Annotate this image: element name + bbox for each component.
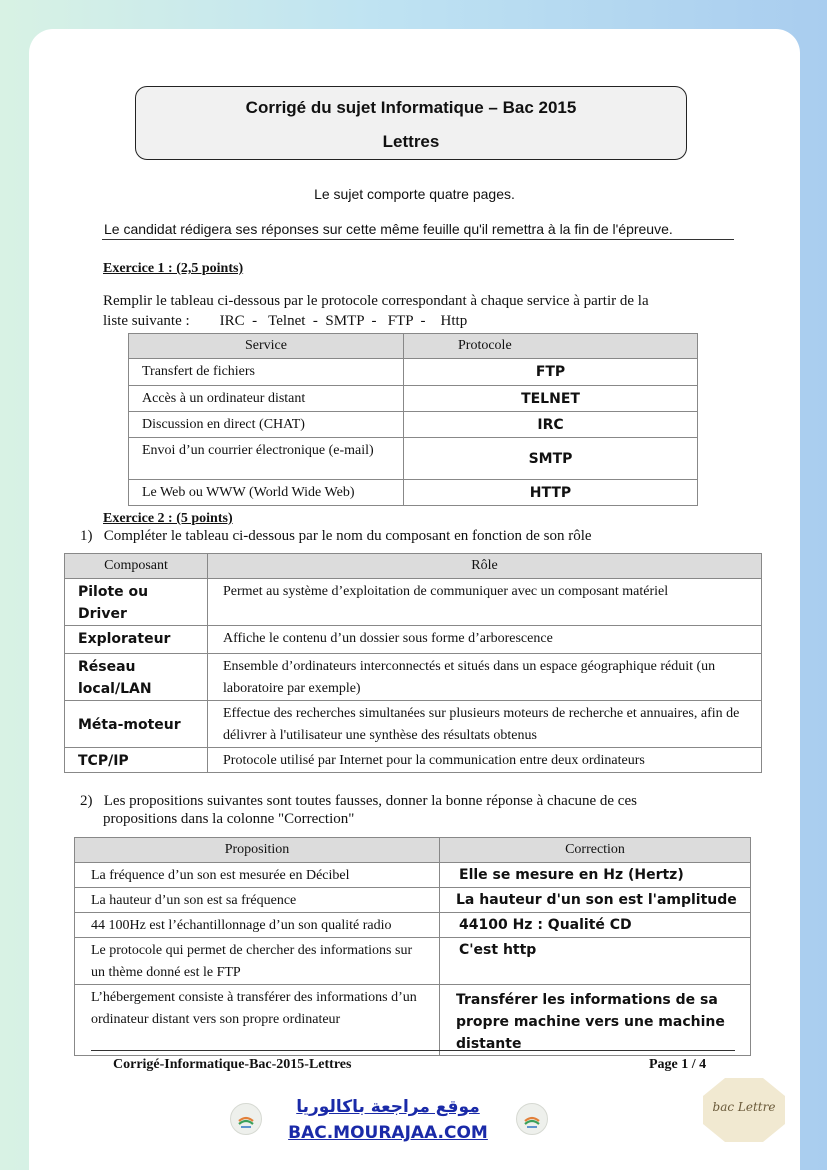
- exercise-2-question-2-line1: 2) Les propositions suivantes sont toutes fausses, donner la bonne réponse à chacune de ces: [80, 793, 637, 809]
- table-row: [75, 863, 751, 888]
- header-correction: Correction: [440, 838, 751, 863]
- proposition-cell: L’hébergement consiste à transférer des informations d’un ordinateur distant vers son propre ordinateur: [75, 985, 440, 1056]
- correction-cell: Transférer les informations de sa propre machine vers une machine distante: [440, 985, 751, 1056]
- table-row: [129, 412, 698, 438]
- table-row: [75, 985, 751, 1056]
- correction-table: [74, 837, 751, 1056]
- table-row: [129, 386, 698, 412]
- role-cell: Effectue des recherches simultanées sur plusieurs moteurs de recherche et annuaires, afin de délivrer à l'utilisateur une synthèse des résultats obtenus: [208, 701, 762, 748]
- table-row: [129, 438, 698, 480]
- table-row: [75, 888, 751, 913]
- protocol-cell: IRC: [404, 412, 698, 438]
- document-page: [29, 29, 800, 1170]
- correction-cell: C'est http: [440, 938, 751, 985]
- site-logo-right: [516, 1103, 548, 1135]
- service-cell: Discussion en direct (CHAT): [129, 412, 404, 438]
- header-proposition: Proposition: [75, 838, 440, 863]
- protocol-cell: FTP: [404, 359, 698, 386]
- role-cell: Protocole utilisé par Internet pour la communication entre deux ordinateurs: [208, 748, 762, 773]
- table-row: [65, 579, 762, 626]
- table-header-row: [75, 838, 751, 863]
- exercise-1-line2: liste suivante : IRC - Telnet - SMTP - FTP - Http: [103, 313, 468, 329]
- exercise-2-question-2-line2: propositions dans la colonne "Correction": [103, 811, 355, 827]
- badge-label: bac Lettre: [712, 1100, 776, 1114]
- header-service: Service: [129, 334, 404, 359]
- protocol-cell: SMTP: [404, 438, 698, 480]
- component-cell: Réseau local/LAN: [65, 654, 208, 701]
- header-role: Rôle: [208, 554, 762, 579]
- book-icon: [231, 1104, 261, 1134]
- exercise-2-question-1: 1) Compléter le tableau ci-dessous par le nom du composant en fonction de son rôle: [80, 528, 592, 544]
- correction-cell: La hauteur d'un son est l'amplitude: [440, 888, 751, 913]
- table-row: [65, 654, 762, 701]
- exercise-2-title: Exercice 2 : (5 points): [103, 511, 233, 526]
- proposition-cell: La fréquence d’un son est mesurée en Décibel: [75, 863, 440, 888]
- site-name-arabic: موقع مراجعة باكالوريا: [296, 1097, 480, 1117]
- site-logo-left: [230, 1103, 262, 1135]
- component-cell: Pilote ou Driver: [65, 579, 208, 626]
- role-cell: Permet au système d’exploitation de communiquer avec un composant matériel: [208, 579, 762, 626]
- component-cell: Méta-moteur: [65, 701, 208, 748]
- table-row: [65, 748, 762, 773]
- table-row: [129, 359, 698, 386]
- header-component: Composant: [65, 554, 208, 579]
- component-table: [64, 553, 762, 773]
- site-url[interactable]: BAC.MOURAJAA.COM: [288, 1123, 488, 1143]
- role-cell: Ensemble d’ordinateurs interconnectés et situés dans un espace géographique réduit (un laboratoire par exemple): [208, 654, 762, 701]
- proposition-cell: La hauteur d’un son est sa fréquence: [75, 888, 440, 913]
- component-cell: TCP/IP: [65, 748, 208, 773]
- table-row: [75, 913, 751, 938]
- exercise-1-title: Exercice 1 : (2,5 points): [103, 261, 244, 276]
- bac-lettre-badge: [701, 1076, 787, 1144]
- service-cell: Transfert de fichiers: [129, 359, 404, 386]
- protocol-cell: HTTP: [404, 480, 698, 506]
- instruction-underline: [102, 239, 734, 240]
- correction-cell: Elle se mesure en Hz (Hertz): [440, 863, 751, 888]
- correction-cell: 44100 Hz : Qualité CD: [440, 913, 751, 938]
- pages-note: Le sujet comporte quatre pages.: [314, 186, 515, 202]
- exercise-1-line1: Remplir le tableau ci-dessous par le protocole correspondant à chaque service à partir de la: [103, 293, 649, 309]
- book-icon: [517, 1104, 547, 1134]
- service-cell: Accès à un ordinateur distant: [129, 386, 404, 412]
- document-title: Corrigé du sujet Informatique – Bac 2015: [245, 98, 577, 117]
- title-box: [135, 86, 687, 160]
- table-header-row: [129, 334, 698, 359]
- table-header-row: [65, 554, 762, 579]
- component-cell: Explorateur: [65, 626, 208, 654]
- footer-page-number: Page 1 / 4: [649, 1057, 707, 1072]
- header-protocol-label: Protocole: [458, 338, 512, 353]
- protocol-cell: TELNET: [404, 386, 698, 412]
- role-cell: Affiche le contenu d’un dossier sous forme d’arborescence: [208, 626, 762, 654]
- proposition-cell: Le protocole qui permet de chercher des informations sur un thème donné est le FTP: [75, 938, 440, 985]
- footer-left: Corrigé-Informatique-Bac-2015-Lettres: [113, 1057, 352, 1072]
- instruction: Le candidat rédigera ses réponses sur cette même feuille qu'il remettra à la fin de l'épreuve.: [104, 221, 673, 237]
- proposition-cell: 44 100Hz est l’échantillonnage d’un son qualité radio: [75, 913, 440, 938]
- footer-rule: [91, 1050, 735, 1051]
- table-row: [65, 626, 762, 654]
- table-row: [65, 701, 762, 748]
- service-cell: Le Web ou WWW (World Wide Web): [129, 480, 404, 506]
- table-row: [75, 938, 751, 985]
- service-cell: Envoi d’un courrier électronique (e-mail): [129, 438, 404, 480]
- protocol-table: [128, 333, 698, 506]
- document-subtitle: Lettres: [382, 132, 440, 151]
- table-row: [129, 480, 698, 506]
- header-protocol: [404, 334, 698, 359]
